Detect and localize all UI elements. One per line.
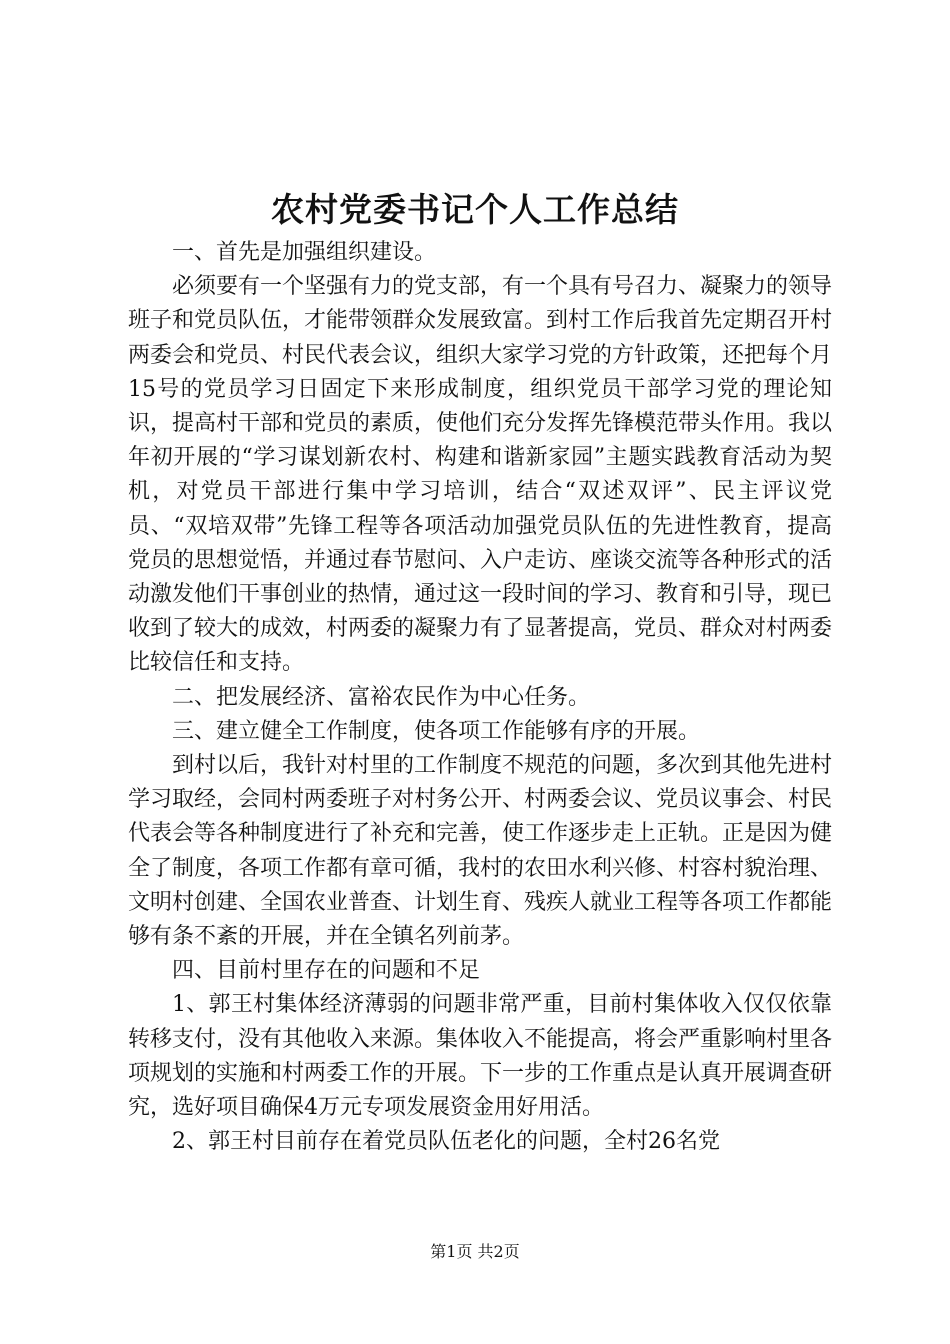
paragraph-section-3-heading: 三、建立健全工作制度，使各项工作能够有序的开展。	[172, 718, 701, 744]
paragraph-organization-building: 必须要有一个坚强有力的党支部，有一个具有号召力、凝聚力的领导班子和党员队伍，才能带领群众发展致富。到村工作后我首先定期召开村两委会和党员、村民代表会议，组织大家学习党的方针政策，还把每个月15号的党员学习日固定下来形成制度，组织党员干部学习党的理论知识，提高村干部和党员的素质，使他们充分发挥先锋模范带头作用。我以年初开展的“学习谋划新农村、构建和谐新家园”主题实践教育活动为契机，对党员干部进行集中学习培训，结合“双述双评”、民主评议党员、“双培双带”先锋工程等各项活动加强党员队伍的先进性教育，提高党员的思想觉悟，并通过春节慰问、入户走访、座谈交流等各种形式的活动激发他们干事创业的热情，通过这一段时间的学习、教育和引导，现已收到了较大的成效，村两委的凝聚力有了显著提高，党员、群众对村两委比较信任和支持。	[128, 274, 833, 676]
document-body	[128, 236, 832, 1159]
paragraph-problem-2: 2、郭王村目前存在着党员队伍老化的问题，全村26名党	[172, 1129, 720, 1155]
paragraph-section-4-heading: 四、目前村里存在的问题和不足	[172, 958, 481, 984]
document-title: 农村党委书记个人工作总结	[271, 190, 679, 229]
page-number-footer: 第1页 共2页	[430, 1242, 520, 1261]
paragraph-work-system: 到村以后，我针对村里的工作制度不规范的问题，多次到其他先进村学习取经，会同村两委班子对村务公开、村两委会议、党员议事会、村民代表会等各种制度进行了补充和完善，使工作逐步走上正轨。正是因为健全了制度，各项工作都有章可循，我村的农田水利兴修、村容村貌治理、文明村创建、全国农业普查、计划生育、残疾人就业工程等各项工作都能够有条不紊的开展，并在全镇名列前茅。	[128, 753, 833, 950]
paragraph-section-2-heading: 二、把发展经济、富裕农民作为中心任务。	[172, 684, 591, 710]
paragraph-section-1-heading: 一、首先是加强组织建设。	[172, 240, 437, 265]
paragraph-problem-1: 1、郭王村集体经济薄弱的问题非常严重，目前村集体收入仅仅依靠转移支付，没有其他收入来源。集体收入不能提高，将会严重影响村里各项规划的实施和村两委工作的开展。下一步的工作重点是认真开展调查研究，选好项目确保4万元专项发展资金用好用活。	[128, 992, 833, 1121]
